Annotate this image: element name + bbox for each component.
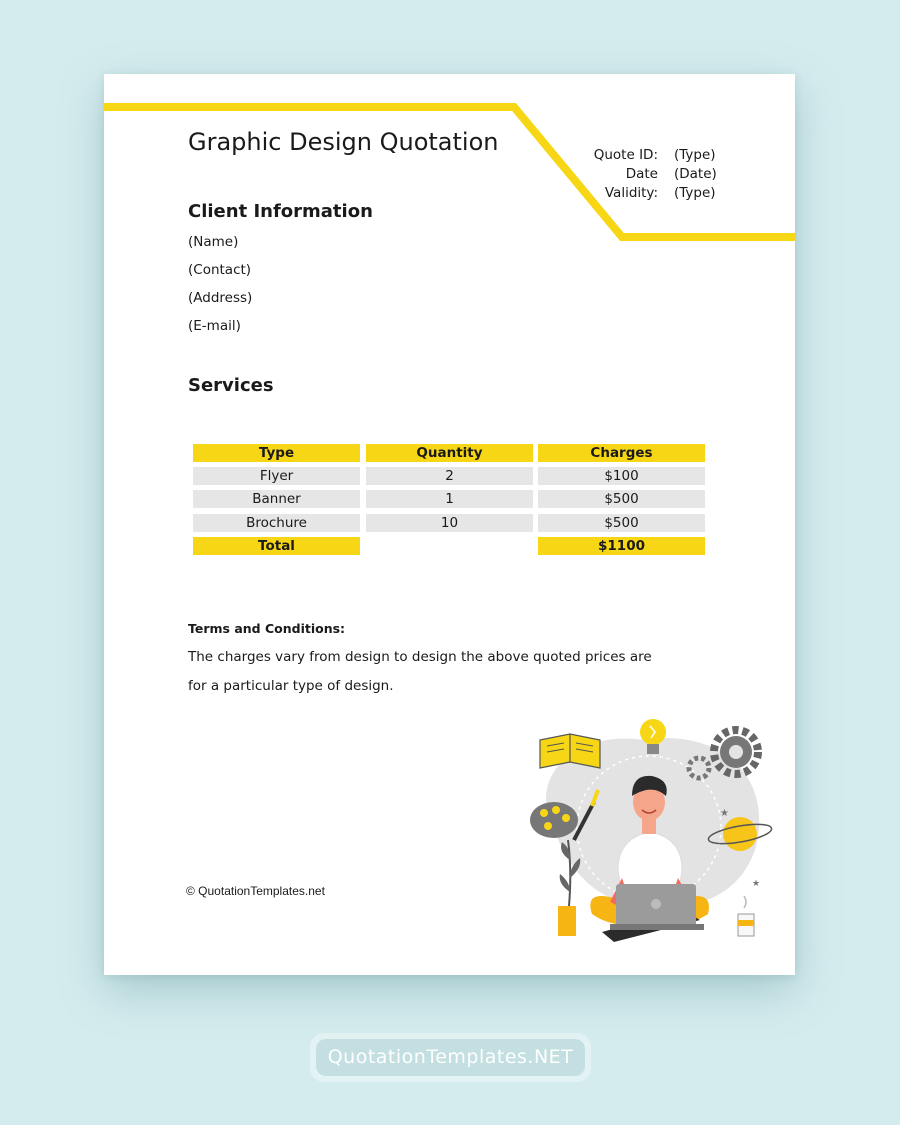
- quote-meta: [584, 146, 717, 203]
- meta-row-date: [584, 165, 717, 184]
- quotation-page: [104, 74, 795, 975]
- meta-row-quote-id: [584, 146, 717, 165]
- brand-label: QuotationTemplates.NET: [316, 1039, 585, 1076]
- svg-text:★: ★: [720, 808, 729, 819]
- row-type-cell: Banner: [193, 490, 360, 508]
- column-header-quantity: Quantity: [366, 444, 533, 462]
- row-charges-cell: $500: [538, 490, 705, 508]
- coffee-cup-icon: [738, 896, 754, 936]
- client-contact: (Contact): [188, 262, 252, 278]
- row-type-cell: Flyer: [193, 467, 360, 485]
- meta-label: Validity:: [604, 185, 658, 201]
- row-type-cell: Brochure: [193, 514, 360, 532]
- meta-label: Date: [625, 166, 658, 182]
- column-header-type: Type: [193, 444, 360, 462]
- total-value: $1100: [538, 537, 705, 555]
- document-title: Graphic Design Quotation: [188, 128, 499, 156]
- svg-text:★: ★: [752, 879, 761, 889]
- row-charges-cell: $500: [538, 514, 705, 532]
- row-quantity-cell: 2: [366, 467, 533, 485]
- terms-text-line-1: The charges vary from design to design the above quoted prices are: [188, 649, 652, 665]
- meta-row-validity: [584, 184, 717, 203]
- total-label: Total: [193, 537, 360, 555]
- meta-value: (Type): [674, 147, 716, 163]
- brand-footer: [310, 1033, 591, 1082]
- client-address: (Address): [188, 290, 253, 306]
- row-charges-cell: $100: [538, 467, 705, 485]
- meta-label: Quote ID:: [593, 147, 658, 163]
- terms-text-line-2: for a particular type of design.: [188, 678, 394, 694]
- client-info-heading: Client Information: [188, 201, 373, 222]
- row-quantity-cell: 10: [366, 514, 533, 532]
- meta-value: (Date): [674, 166, 717, 182]
- client-email: (E-mail): [188, 318, 241, 334]
- designer-illustration: [514, 710, 774, 946]
- row-quantity-cell: 1: [366, 490, 533, 508]
- client-name: (Name): [188, 234, 239, 250]
- meta-value: (Type): [674, 185, 716, 201]
- gear-icon: [714, 730, 758, 774]
- column-header-charges: Charges: [538, 444, 705, 462]
- services-heading: Services: [188, 375, 274, 396]
- terms-heading: Terms and Conditions:: [188, 621, 346, 636]
- copyright-notice: © QuotationTemplates.net: [186, 884, 325, 898]
